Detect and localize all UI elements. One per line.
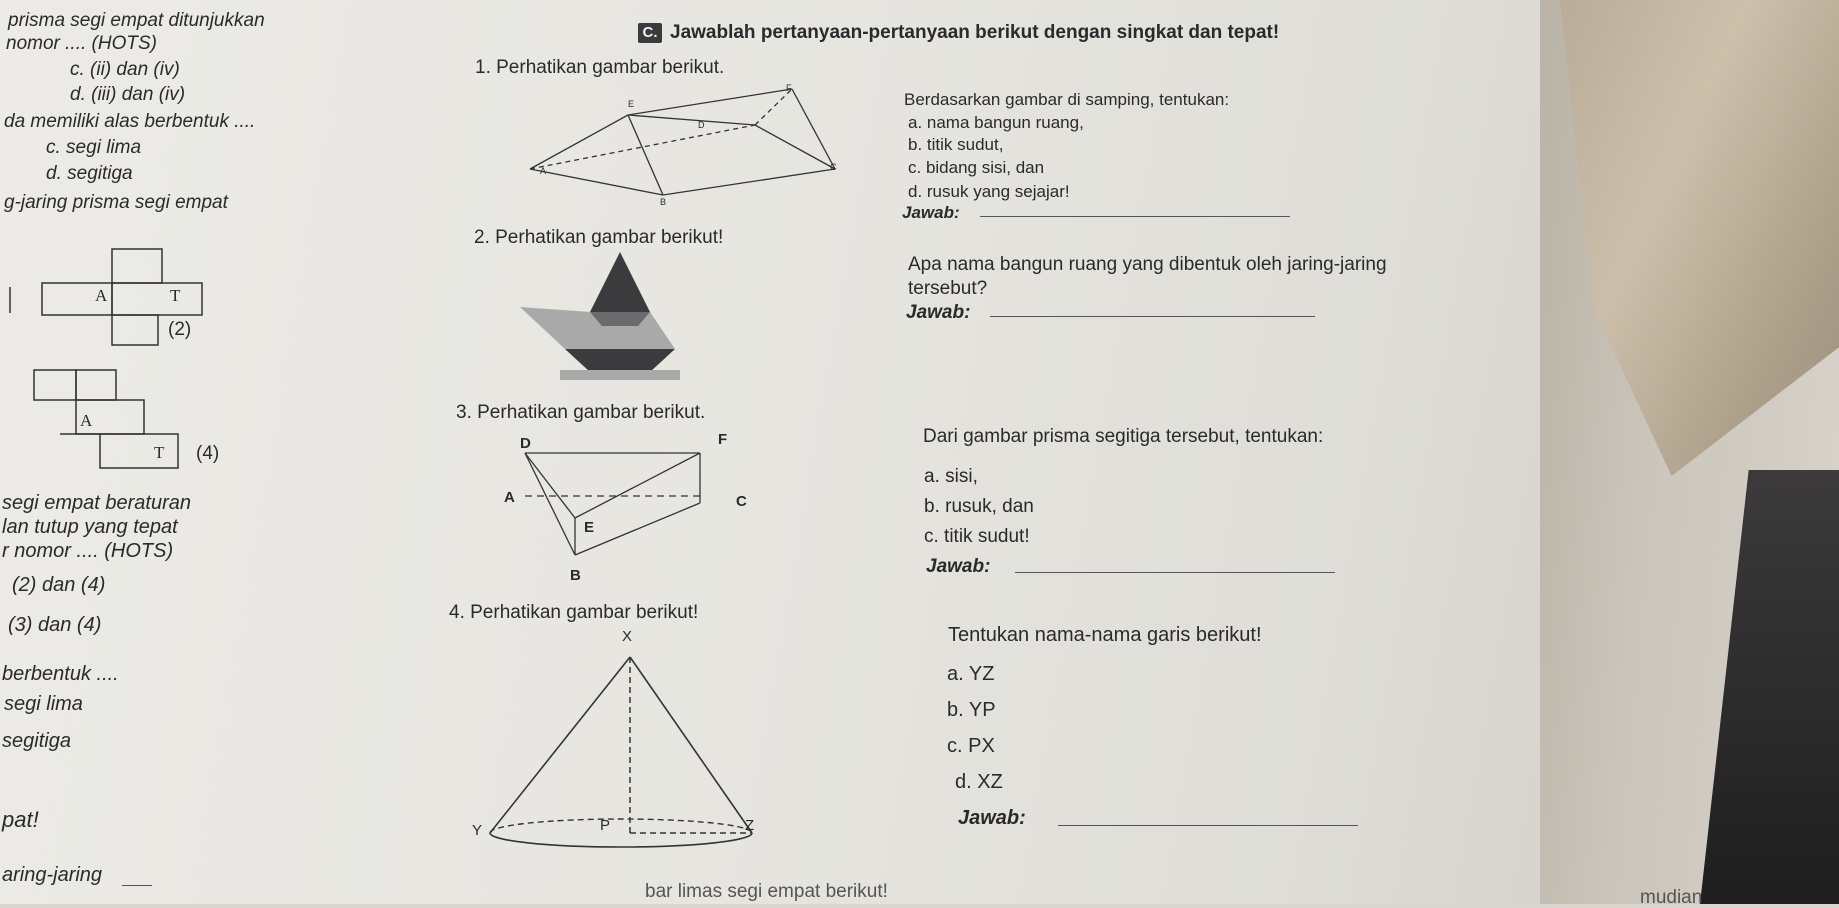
q4-answer-line[interactable] xyxy=(1058,825,1358,826)
corner-text: mudian xyxy=(1640,887,1703,908)
section-c-badge: C. xyxy=(638,23,662,43)
q3-label-c: C xyxy=(736,493,747,510)
q3-label-d: D xyxy=(520,435,531,452)
q3-item-b: b. rusuk, dan xyxy=(924,496,1034,517)
q1-item-c: c. bidang sisi, dan xyxy=(908,158,1045,177)
left-text-line-9: pat! xyxy=(2,807,39,832)
net2-number: (2) xyxy=(168,319,192,340)
left-text-line-1: prisma segi empat ditunjukkan xyxy=(8,10,265,31)
q1-answer-line[interactable] xyxy=(980,216,1290,217)
q3-prompt: Dari gambar prisma segitiga tersebut, tentukan: xyxy=(923,426,1324,447)
q2-prompt-line-1: Apa nama bangun ruang yang dibentuk oleh jaring-jaring xyxy=(908,254,1387,275)
q3-label-b: B xyxy=(570,567,581,584)
net2-label-t: T xyxy=(170,286,181,305)
left-option-a3: (2) dan (4) xyxy=(12,574,106,596)
q4-label-y: Y xyxy=(472,822,483,839)
left-option-c: c. (ii) dan (iv) xyxy=(70,59,180,80)
left-option-c4: segi lima xyxy=(4,693,83,715)
q1-label-f: F xyxy=(786,83,792,93)
q2-answer-label: Jawab: xyxy=(906,302,971,323)
q1-label-d: D xyxy=(698,120,705,130)
left-text-line-6: lan tutup yang tepat xyxy=(2,516,178,538)
q3-label-f: F xyxy=(718,431,728,448)
net4-label-t: T xyxy=(154,443,165,462)
q4-prompt: Tentukan nama-nama garis berikut! xyxy=(948,624,1262,646)
q1-item-d: d. rusuk yang sejajar! xyxy=(908,182,1070,201)
q4-label-x: X xyxy=(622,628,633,645)
q1-title: 1. Perhatikan gambar berikut. xyxy=(475,57,725,78)
q1-answer-label: Jawab: xyxy=(902,203,960,222)
q1-label-b: B xyxy=(660,197,667,207)
net4-label-a: A xyxy=(80,411,93,430)
q3-label-e: E xyxy=(584,519,595,536)
q3-item-c: c. titik sudut! xyxy=(924,526,1030,547)
q4-label-p: P xyxy=(600,817,611,834)
section-c-heading: Jawablah pertanyaan-pertanyaan berikut dengan singkat dan tepat! xyxy=(670,22,1280,43)
left-option-d: d. (iii) dan (iv) xyxy=(70,84,186,105)
q2-title: 2. Perhatikan gambar berikut! xyxy=(474,227,724,248)
left-text-line-10: aring-jaring xyxy=(2,864,103,886)
left-text-line-4: g-jaring prisma segi empat xyxy=(4,192,228,213)
q1-prism-figure xyxy=(530,85,850,205)
net2-label-a: A xyxy=(95,286,108,305)
q4-item-d: d. XZ xyxy=(955,771,1003,793)
left-text-line-7: r nomor .... (HOTS) xyxy=(2,540,174,562)
left-option-b3: (3) dan (4) xyxy=(8,614,102,636)
q1-item-b: b. titik sudut, xyxy=(908,135,1004,154)
left-option-c2: c. segi lima xyxy=(46,137,142,158)
net4-number: (4) xyxy=(196,443,220,464)
left-text-line-3: da memiliki alas berbentuk .... xyxy=(4,111,256,132)
q4-title: 4. Perhatikan gambar berikut! xyxy=(449,602,699,623)
q3-answer-label: Jawab: xyxy=(926,556,991,577)
left-option-d2: d. segitiga xyxy=(46,163,133,184)
q4-answer-label: Jawab: xyxy=(958,807,1026,829)
q1-label-c: C xyxy=(830,162,837,172)
left-option-d4: segitiga xyxy=(2,730,71,752)
left-text-line-8: berbentuk .... xyxy=(2,663,119,685)
net-figure-4 xyxy=(0,370,200,470)
q2-prompt-line-2: tersebut? xyxy=(908,278,988,299)
q1-label-a: A xyxy=(540,166,547,176)
q2-answer-line[interactable] xyxy=(990,316,1315,317)
q1-label-e: E xyxy=(628,99,635,109)
footer-text: bar limas segi empat berikut! xyxy=(645,881,888,902)
q1-prompt: Berdasarkan gambar di samping, tentukan: xyxy=(904,90,1230,109)
q4-item-c: c. PX xyxy=(947,735,995,757)
left-text-line-5: segi empat beraturan xyxy=(2,492,192,514)
q4-label-z: Z xyxy=(745,817,755,834)
q3-title: 3. Perhatikan gambar berikut. xyxy=(456,402,706,423)
q2-pyramid-net-figure xyxy=(520,252,680,382)
q3-label-a: A xyxy=(504,489,515,506)
q3-answer-line[interactable] xyxy=(1015,572,1335,573)
q1-item-a: a. nama bangun ruang, xyxy=(908,113,1084,132)
left-text-line-2: nomor .... (HOTS) xyxy=(6,33,157,54)
q3-triangular-prism-figure xyxy=(500,433,740,573)
q3-item-a: a. sisi, xyxy=(924,466,978,487)
q4-item-b: b. YP xyxy=(947,699,996,721)
q4-item-a: a. YZ xyxy=(947,663,995,685)
left-answer-line xyxy=(122,885,152,886)
q4-cone-figure xyxy=(480,645,760,850)
